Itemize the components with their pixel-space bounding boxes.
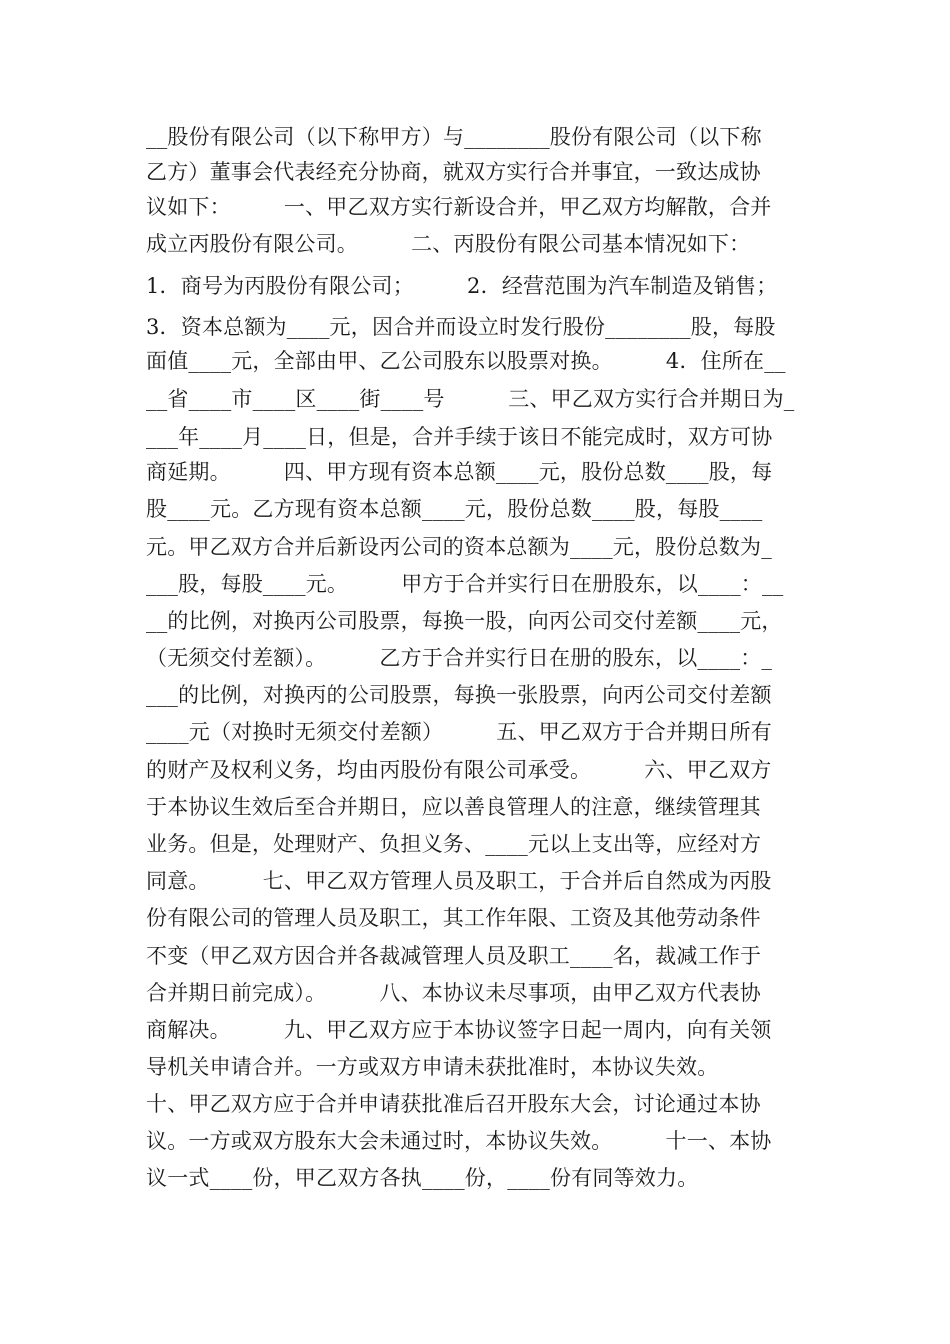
text-line: （无须交付差额）。 乙方于合并实行日在册的股东，以____：_ <box>146 646 773 670</box>
text-line: ____元（对换时无须交付差额） 五、甲乙双方于合并期日所有 <box>146 720 772 744</box>
text-line: 导机关申请合并。一方或双方申请未获批准时，本协议失效。 <box>146 1055 719 1079</box>
text-line: 股____元。乙方现有资本总额____元，股份总数____股，每股____ <box>146 497 763 521</box>
text-line: __股份有限公司（以下称甲方）与________股份有限公司（以下称 <box>146 125 762 149</box>
text-line: 元。甲乙双方合并后新设丙公司的资本总额为____元，股份总数为_ <box>146 535 772 559</box>
text-line: ___年____月____日，但是，合并手续于该日不能完成时，双方可协 <box>146 425 773 449</box>
text-line: 于本协议生效后至合并期日，应以善良管理人的注意，继续管理其 <box>146 795 761 819</box>
text-line: 面值____元，全部由甲、乙公司股东以股票对换。 4．住所在__ <box>146 349 786 373</box>
text-line: 议一式____份，甲乙双方各执____份，____份有同等效力。 <box>146 1166 699 1190</box>
text-line: 合并期日前完成）。 八、本协议未尽事项，由甲乙双方代表协 <box>146 981 761 1005</box>
text-line: 乙方）董事会代表经充分协商，就双方实行合并事宜，一致达成协 <box>146 160 761 184</box>
text-line: 议。一方或双方股东大会未通过时，本协议失效。 十一、本协 <box>146 1129 772 1153</box>
text-line: 不变（甲乙双方因合并各裁减管理人员及职工____名，裁减工作于 <box>146 944 762 968</box>
text-line: 商解决。 九、甲乙双方应于本协议签字日起一周内，向有关领 <box>146 1018 772 1042</box>
text-line: 成立丙股份有限公司。 二、丙股份有限公司基本情况如下： <box>146 232 751 256</box>
text-line: 议如下： 一、甲乙双方实行新设合并，甲乙双方均解散，合并 <box>146 195 772 219</box>
text-line: 3．资本总额为____元，因合并而设立时发行股份________股，每股 <box>146 315 776 339</box>
text-line: 的财产及权利义务，均由丙股份有限公司承受。 六、甲乙双方 <box>146 758 772 782</box>
text-line: 同意。 七、甲乙双方管理人员及职工，于合并后自然成为丙股 <box>146 869 772 893</box>
text-line: ___股，每股____元。 甲方于合并实行日在册股东，以____：__ <box>146 572 784 596</box>
text-line: 份有限公司的管理人员及职工，其工作年限、工资及其他劳动条件 <box>146 906 761 930</box>
text-line: __的比例，对换丙公司股票，每换一股，向丙公司交付差额____元， <box>146 609 783 633</box>
text-line: 业务。但是，处理财产、负担义务、____元以上支出等，应经对方 <box>146 832 762 856</box>
text-line: 十、甲乙双方应于合并申请获批准后召开股东大会，讨论通过本协 <box>146 1092 761 1116</box>
text-line: __省____市____区____街____号 三、甲乙双方实行合并期日为_ <box>146 387 795 411</box>
text-line: ___的比例，对换丙的公司股票，每换一张股票，向丙公司交付差额 <box>146 683 772 707</box>
text-line: 1．商号为丙股份有限公司； 2．经营范围为汽车制造及销售； <box>146 274 778 298</box>
text-line: 商延期。 四、甲方现有资本总额____元，股份总数____股，每 <box>146 460 773 484</box>
